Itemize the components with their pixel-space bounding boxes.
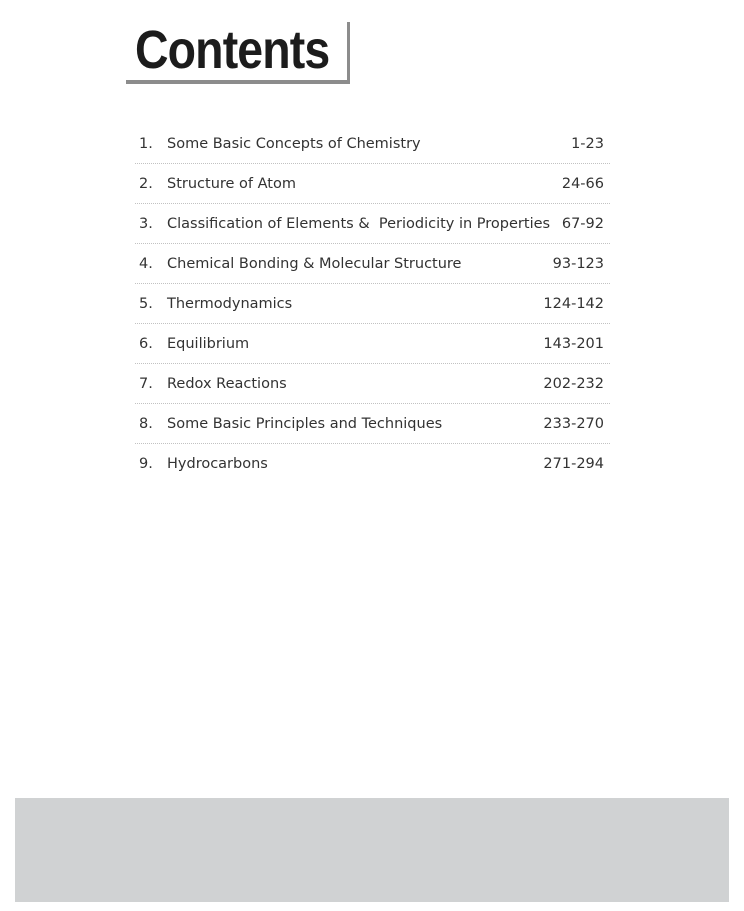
chapter-title: Redox Reactions [167, 375, 287, 392]
chapter-number: 5. [139, 295, 153, 312]
chapter-title: Equilibrium [167, 335, 250, 352]
chapter-number: 8. [139, 415, 153, 432]
chapter-number: 4. [139, 255, 153, 272]
page-range: 271-294 [543, 455, 604, 472]
page-range: 93-123 [552, 255, 604, 272]
page-range: 1-23 [571, 135, 604, 152]
page-range: 124-142 [543, 295, 604, 312]
toc-entry[interactable] [135, 364, 610, 404]
page-range: 202-232 [543, 375, 604, 392]
chapter-number: 1. [139, 135, 153, 152]
chapter-number: 7. [139, 375, 153, 392]
table-of-contents [135, 124, 610, 483]
page-range: 143-201 [543, 335, 604, 352]
toc-entry[interactable] [135, 324, 610, 364]
chapter-number: 2. [139, 175, 153, 192]
toc-entry[interactable] [135, 124, 610, 164]
page-range: 67-92 [561, 215, 604, 232]
chapter-number: 6. [139, 335, 153, 352]
toc-entry[interactable] [135, 284, 610, 324]
toc-entry[interactable] [135, 164, 610, 204]
chapter-title: Hydrocarbons [167, 455, 268, 472]
toc-entry[interactable] [135, 404, 610, 444]
footer-band [15, 798, 729, 902]
page-title: Contents [135, 20, 330, 80]
page-range: 233-270 [543, 415, 604, 432]
page-range: 24-66 [561, 175, 604, 192]
chapter-title: Structure of Atom [167, 175, 296, 192]
toc-entry[interactable] [135, 444, 610, 483]
title-frame [126, 22, 350, 84]
chapter-number: 9. [139, 455, 153, 472]
toc-entry[interactable] [135, 204, 610, 244]
chapter-title: Chemical Bonding & Molecular Structure [167, 255, 462, 272]
chapter-title: Thermodynamics [167, 295, 293, 312]
chapter-title: Some Basic Principles and Techniques [167, 415, 443, 432]
toc-entry[interactable] [135, 244, 610, 284]
chapter-number: 3. [139, 215, 153, 232]
chapter-title: Some Basic Concepts of Chemistry [167, 135, 421, 152]
chapter-title: Classification of Elements & Periodicity in Properties [167, 215, 551, 232]
